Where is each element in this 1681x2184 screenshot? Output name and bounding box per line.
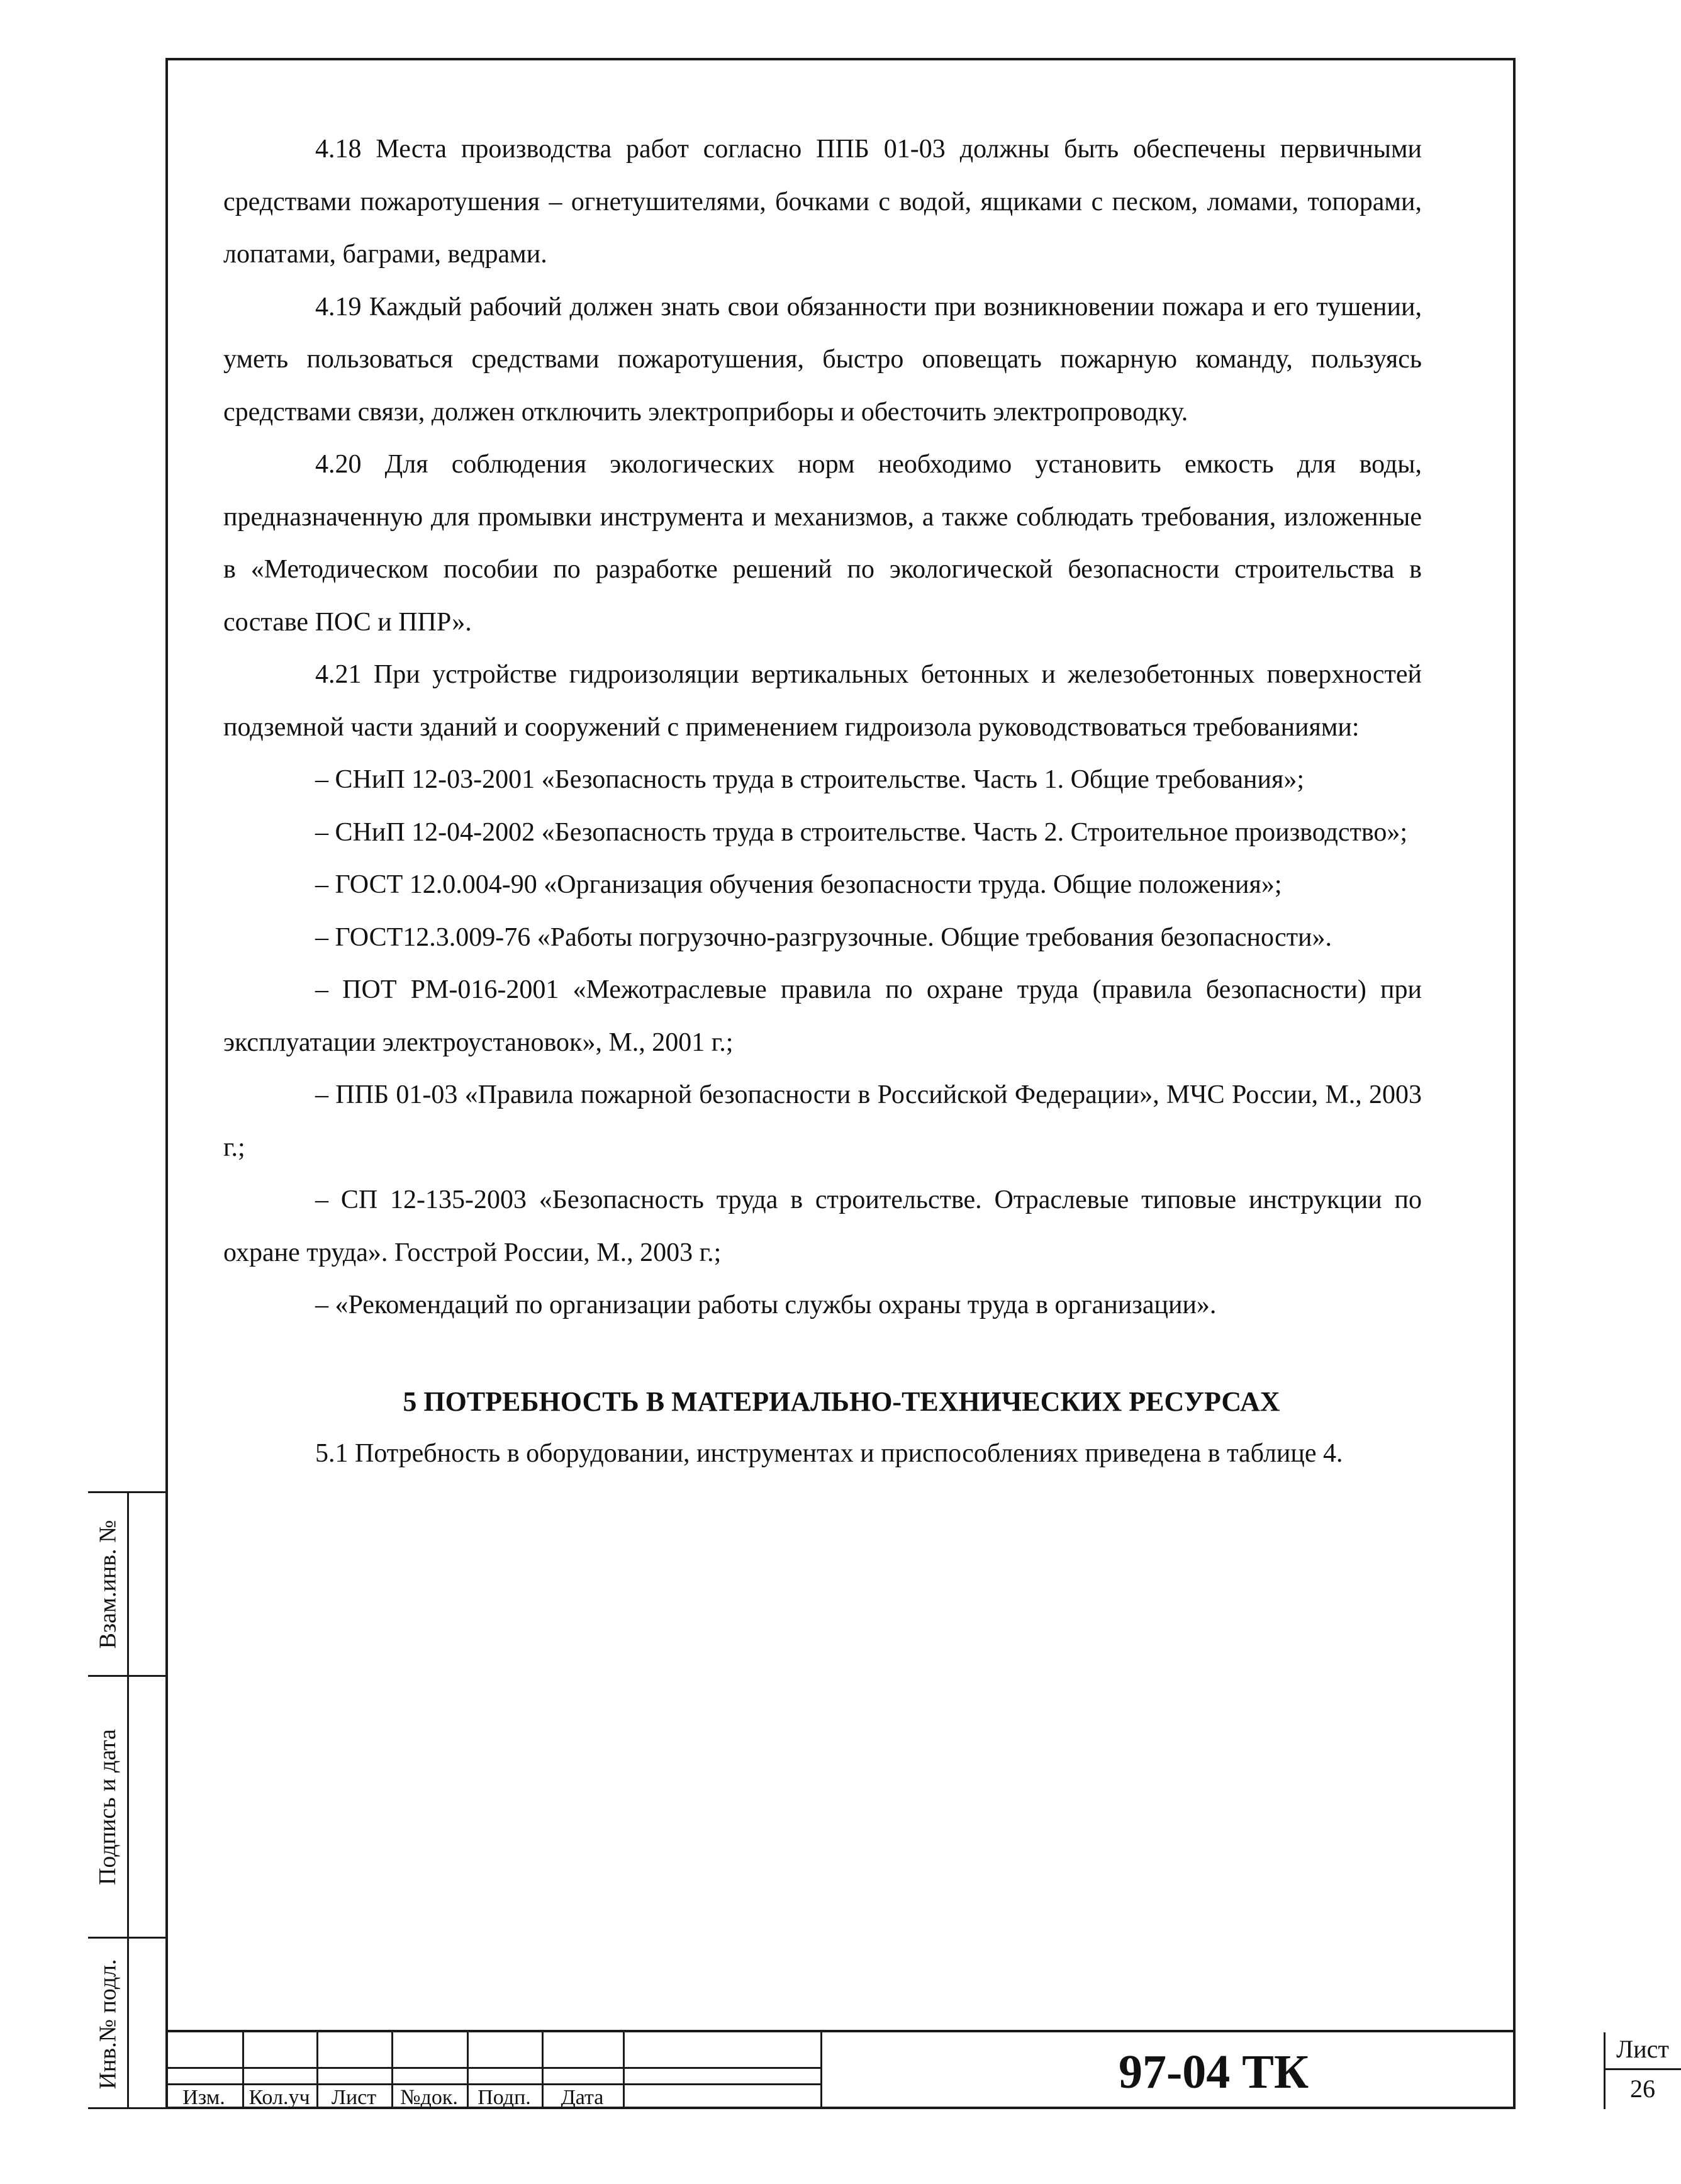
title-block-col-izm: Изм.	[182, 2086, 225, 2109]
title-block-col-ndok: №док.	[400, 2086, 458, 2109]
side-stamp-vzam-inv	[88, 1491, 168, 1675]
side-stamp-label: Подпись и дата	[94, 1728, 121, 1885]
list-item: – СП 12-135-2003 «Безопасность труда в строительстве. Отраслевые типовые инструкции по охране труда». Госстрой России, М., 2003 г.;	[223, 1185, 1422, 1267]
title-block-col-podp: Подп.	[477, 2086, 531, 2109]
section-heading: 5 ПОТРЕБНОСТЬ В МАТЕРИАЛЬНО-ТЕХНИЧЕСКИХ РЕСУРСАХ	[403, 1386, 1280, 1417]
list-item: – ППБ 01-03 «Правила пожарной безопасности в Российской Федерации», МЧС России, М., 2003 г.;	[223, 1080, 1422, 1162]
title-block-col-data: Дата	[561, 2086, 604, 2109]
paragraph-4-20: 4.20 Для соблюдения экологических норм необходимо установить емкость для воды, предназначенную для промывки инструмента и механизмов, а также соблюдать требования, изложенные в «Методическом пособии по разработке решений по экологической безопасности строительства в составе ПОС и ППР».	[223, 450, 1422, 637]
list-item: – ГОСТ 12.0.004-90 «Организация обучения безопасности труда. Общие положения»;	[315, 870, 1282, 899]
sheet-number: 26	[1630, 2075, 1655, 2103]
side-stamp-label: Инв.№ подл.	[94, 1958, 121, 2090]
list-item: – СНиП 12-03-2001 «Безопасность труда в строительстве. Часть 1. Общие требования»;	[315, 765, 1304, 794]
paragraph-5-1: 5.1 Потребность в оборудовании, инструментах и приспособлениях приведена в таблице 4.	[315, 1439, 1343, 1468]
paragraph-4-18: 4.18 Места производства работ согласно ППБ 01-03 должны быть обеспечены первичными средствами пожаротушения – огнетушителями, бочками с водой, ящиками с песком, ломами, топорами, лопатами, баграми, ведрами.	[223, 135, 1422, 269]
sheet-label: Лист	[1616, 2035, 1669, 2063]
list-item: – СНиП 12-04-2002 «Безопасность труда в строительстве. Часть 2. Строительное производство»;	[315, 817, 1408, 847]
paragraph-4-21: 4.21 При устройстве гидроизоляции вертикальных бетонных и железобетонных поверхностей подземной части зданий и сооружений с применением гидроизола руководствоваться требованиями:	[223, 660, 1422, 742]
list-item: – «Рекомендаций по организации работы службы охраны труда в организации».	[315, 1291, 1217, 1319]
paragraph-4-19: 4.19 Каждый рабочий должен знать свои обязанности при возникновении пожара и его тушении, уметь пользоваться средствами пожаротушения, быстро оповещать пожарную команду, пользуясь средствами связи, должен отключить электроприборы и обесточить электропроводку.	[223, 292, 1422, 427]
title-block	[165, 2030, 1669, 2109]
document-body	[223, 123, 1422, 1481]
document-code: 97-04 ТК	[1118, 2046, 1309, 2098]
side-stamp-inv-podl	[88, 1937, 168, 2109]
list-item: – ПОТ РМ-016-2001 «Межотраслевые правила по охране труда (правила безопасности) при эксплуатации электроустановок», М., 2001 г.;	[223, 975, 1422, 1057]
title-block-col-list: Лист	[331, 2086, 377, 2109]
side-stamp-bottom-line	[88, 2107, 168, 2109]
side-stamp-podpis	[88, 1675, 168, 1937]
side-stamp-label: Взам.инв. №	[94, 1520, 121, 1649]
list-item: – ГОСТ12.3.009-76 «Работы погрузочно-разгрузочные. Общие требования безопасности».	[315, 922, 1332, 952]
title-block-col-kol-uch: Кол.уч	[249, 2086, 310, 2109]
